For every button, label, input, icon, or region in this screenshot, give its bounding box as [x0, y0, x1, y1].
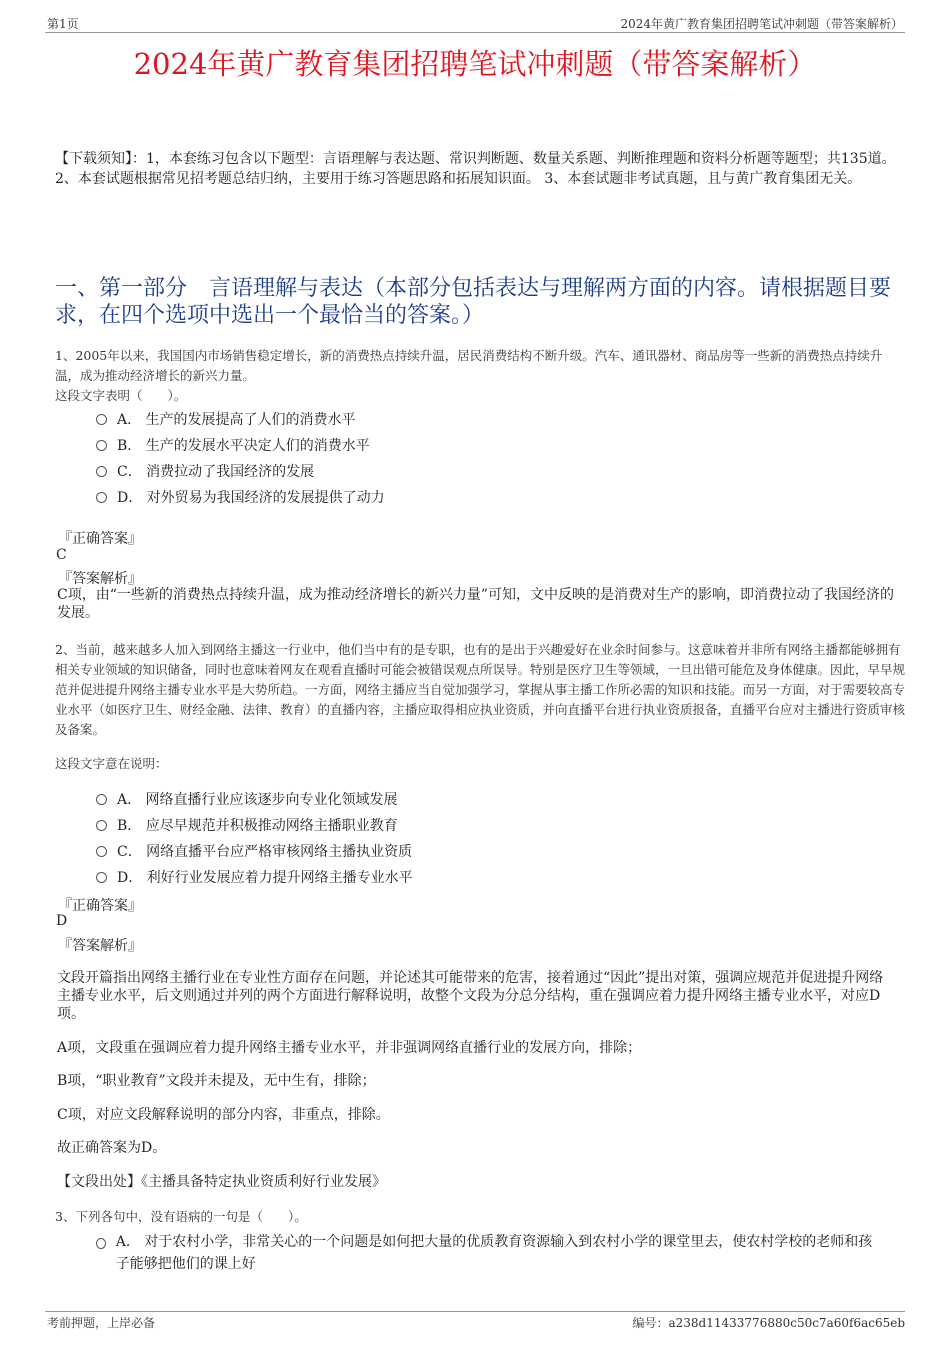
radio-icon[interactable] — [96, 820, 107, 831]
download-notice: 【下载须知】：1，本套练习包含以下题型：言语理解与表达题、常识判断题、数量关系题、判断推理题和资料分析题等题型；共135道。 2、本套试题根据常见招考题总结归纳，主要用于练习答题思路和拓展知识面。 3、本套试题非考试真题，且与黄广教育集团无关。 — [55, 151, 896, 187]
q3-option-a[interactable] — [96, 1231, 886, 1275]
option-text: C． 网络直播平台应严格审核网络主播执业资质 — [117, 844, 413, 860]
page-title: 2024年黄广教育集团招聘笔试冲刺题（带答案解析） — [133, 47, 817, 81]
q1-analysis-label: 『答案解析』 — [58, 571, 142, 587]
q2-option-a[interactable] — [96, 789, 398, 809]
q2-conclusion: 故正确答案为D。 — [57, 1140, 167, 1156]
footer-id: 编号：a238d11433776880c50c7a60f6ac65eb — [632, 1316, 905, 1330]
q2-source: 【文段出处】《主播具备特定执业资质利好行业发展》 — [57, 1174, 386, 1190]
footer-slogan: 考前押题，上岸必备 — [47, 1316, 156, 1330]
option-text: A． 网络直播行业应该逐步向专业化领域发展 — [117, 792, 398, 808]
q1-answer-label: 『正确答案』 — [58, 531, 142, 547]
radio-icon[interactable] — [96, 440, 107, 451]
option-text: A． 生产的发展提高了人们的消费水平 — [117, 412, 356, 428]
q1-prompt: 这段文字表明（ ）。 — [55, 388, 187, 403]
q1-analysis: C项，由“一些新的消费热点持续升温，成为推动经济增长的新兴力量”可知，文中反映的是消费对生产的影响，即消费拉动了我国经济的发展。 — [57, 587, 895, 621]
option-text: A． 对于农村小学，非常关心的一个问题是如何把大量的优质教育资源输入到农村小学的课堂里去，使农村学校的老师和孩子能够把他们的课上好 — [115, 1234, 873, 1272]
radio-icon[interactable] — [96, 794, 107, 805]
header-rule — [45, 32, 905, 33]
q2-analysis-a: A项，文段重在强调应着力提升网络主播专业水平，并非强调网络直播行业的发展方向，排除； — [57, 1040, 642, 1056]
q2-analysis-c: C项，对应文段解释说明的部分内容，非重点，排除。 — [57, 1107, 390, 1123]
q2-answer: D — [56, 913, 68, 929]
q1-option-a[interactable] — [96, 409, 356, 429]
radio-icon[interactable] — [96, 872, 107, 883]
q2-answer-label: 『正确答案』 — [58, 898, 142, 914]
section-heading: 一、第一部分 言语理解与表达（本部分包括表达与理解两方面的内容。请根据题目要求，在四个选项中选出一个最恰当的答案。） — [55, 276, 892, 328]
option-text: C． 消费拉动了我国经济的发展 — [117, 464, 315, 480]
q2-prompt: 这段文字意在说明： — [55, 756, 168, 771]
q2-stem: 2、当前，越来越多人加入到网络主播这一行业中，他们当中有的是专职，也有的是出于兴趣爱好在业余时间参与。这意味着并非所有网络主播都能够拥有相关专业领域的知识储备，同时也意味着网友在观看直播时可能会被错误观点所误导。特别是医疗卫生等领域，一旦出错可能危及身体健康。因此，早早规范并促进提升网络主播专业水平是大势所趋。一方面，网络主播应当自觉加强学习，掌握从事主播工作所必需的知识和技能。而另一方面，对于需要较高专业水平（如医疗卫生、财经金融、法律、教育）的直播内容，主播应取得相应执业资质，并向直播平台进行执业资质报备，直播平台应对主播进行资质审核及备案。 — [55, 642, 906, 737]
header-title: 2024年黄广教育集团招聘笔试冲刺题（带答案解析） — [620, 17, 903, 31]
radio-icon[interactable] — [96, 466, 107, 477]
q1-option-d[interactable] — [96, 487, 385, 507]
q2-option-b[interactable] — [96, 815, 398, 835]
q1-stem: 1、2005年以来，我国国内市场销售稳定增长，新的消费热点持续升温，居民消费结构不断升级。汽车、通讯器材、商品房等一些新的消费热点持续升温，成为推动经济增长的新兴力量。 — [55, 348, 883, 383]
q2-analysis-main: 文段开篇指出网络主播行业在专业性方面存在问题，并论述其可能带来的危害，接着通过“因此”提出对策，强调应规范并促进提升网络主播专业水平，后文则通过并列的两个方面进行解释说明，故整个文段为分总分结构，重在强调应着力提升网络主播专业水平，对应D项。 — [57, 970, 884, 1022]
q2-option-c[interactable] — [96, 841, 412, 861]
radio-icon[interactable] — [96, 492, 107, 503]
q2-analysis-b: B项，“职业教育”文段并未提及，无中生有，排除； — [57, 1073, 376, 1089]
option-text: B． 生产的发展水平决定人们的消费水平 — [117, 438, 370, 454]
option-text: D． 对外贸易为我国经济的发展提供了动力 — [117, 490, 385, 506]
option-text: B． 应尽早规范并积极推动网络主播职业教育 — [117, 818, 398, 834]
q3-stem: 3、下列各句中，没有语病的一句是（ ）。 — [55, 1209, 307, 1224]
radio-icon[interactable] — [96, 1238, 106, 1249]
q2-option-d[interactable] — [96, 867, 413, 887]
q1-option-b[interactable] — [96, 435, 370, 455]
page-number: 第1页 — [47, 17, 79, 31]
radio-icon[interactable] — [96, 846, 107, 857]
q1-option-c[interactable] — [96, 461, 314, 481]
q1-answer: C — [56, 547, 67, 563]
option-text: D． 利好行业发展应着力提升网络主播专业水平 — [117, 870, 413, 886]
footer-rule — [45, 1311, 905, 1312]
radio-icon[interactable] — [96, 414, 107, 425]
q2-analysis-label: 『答案解析』 — [58, 938, 142, 954]
